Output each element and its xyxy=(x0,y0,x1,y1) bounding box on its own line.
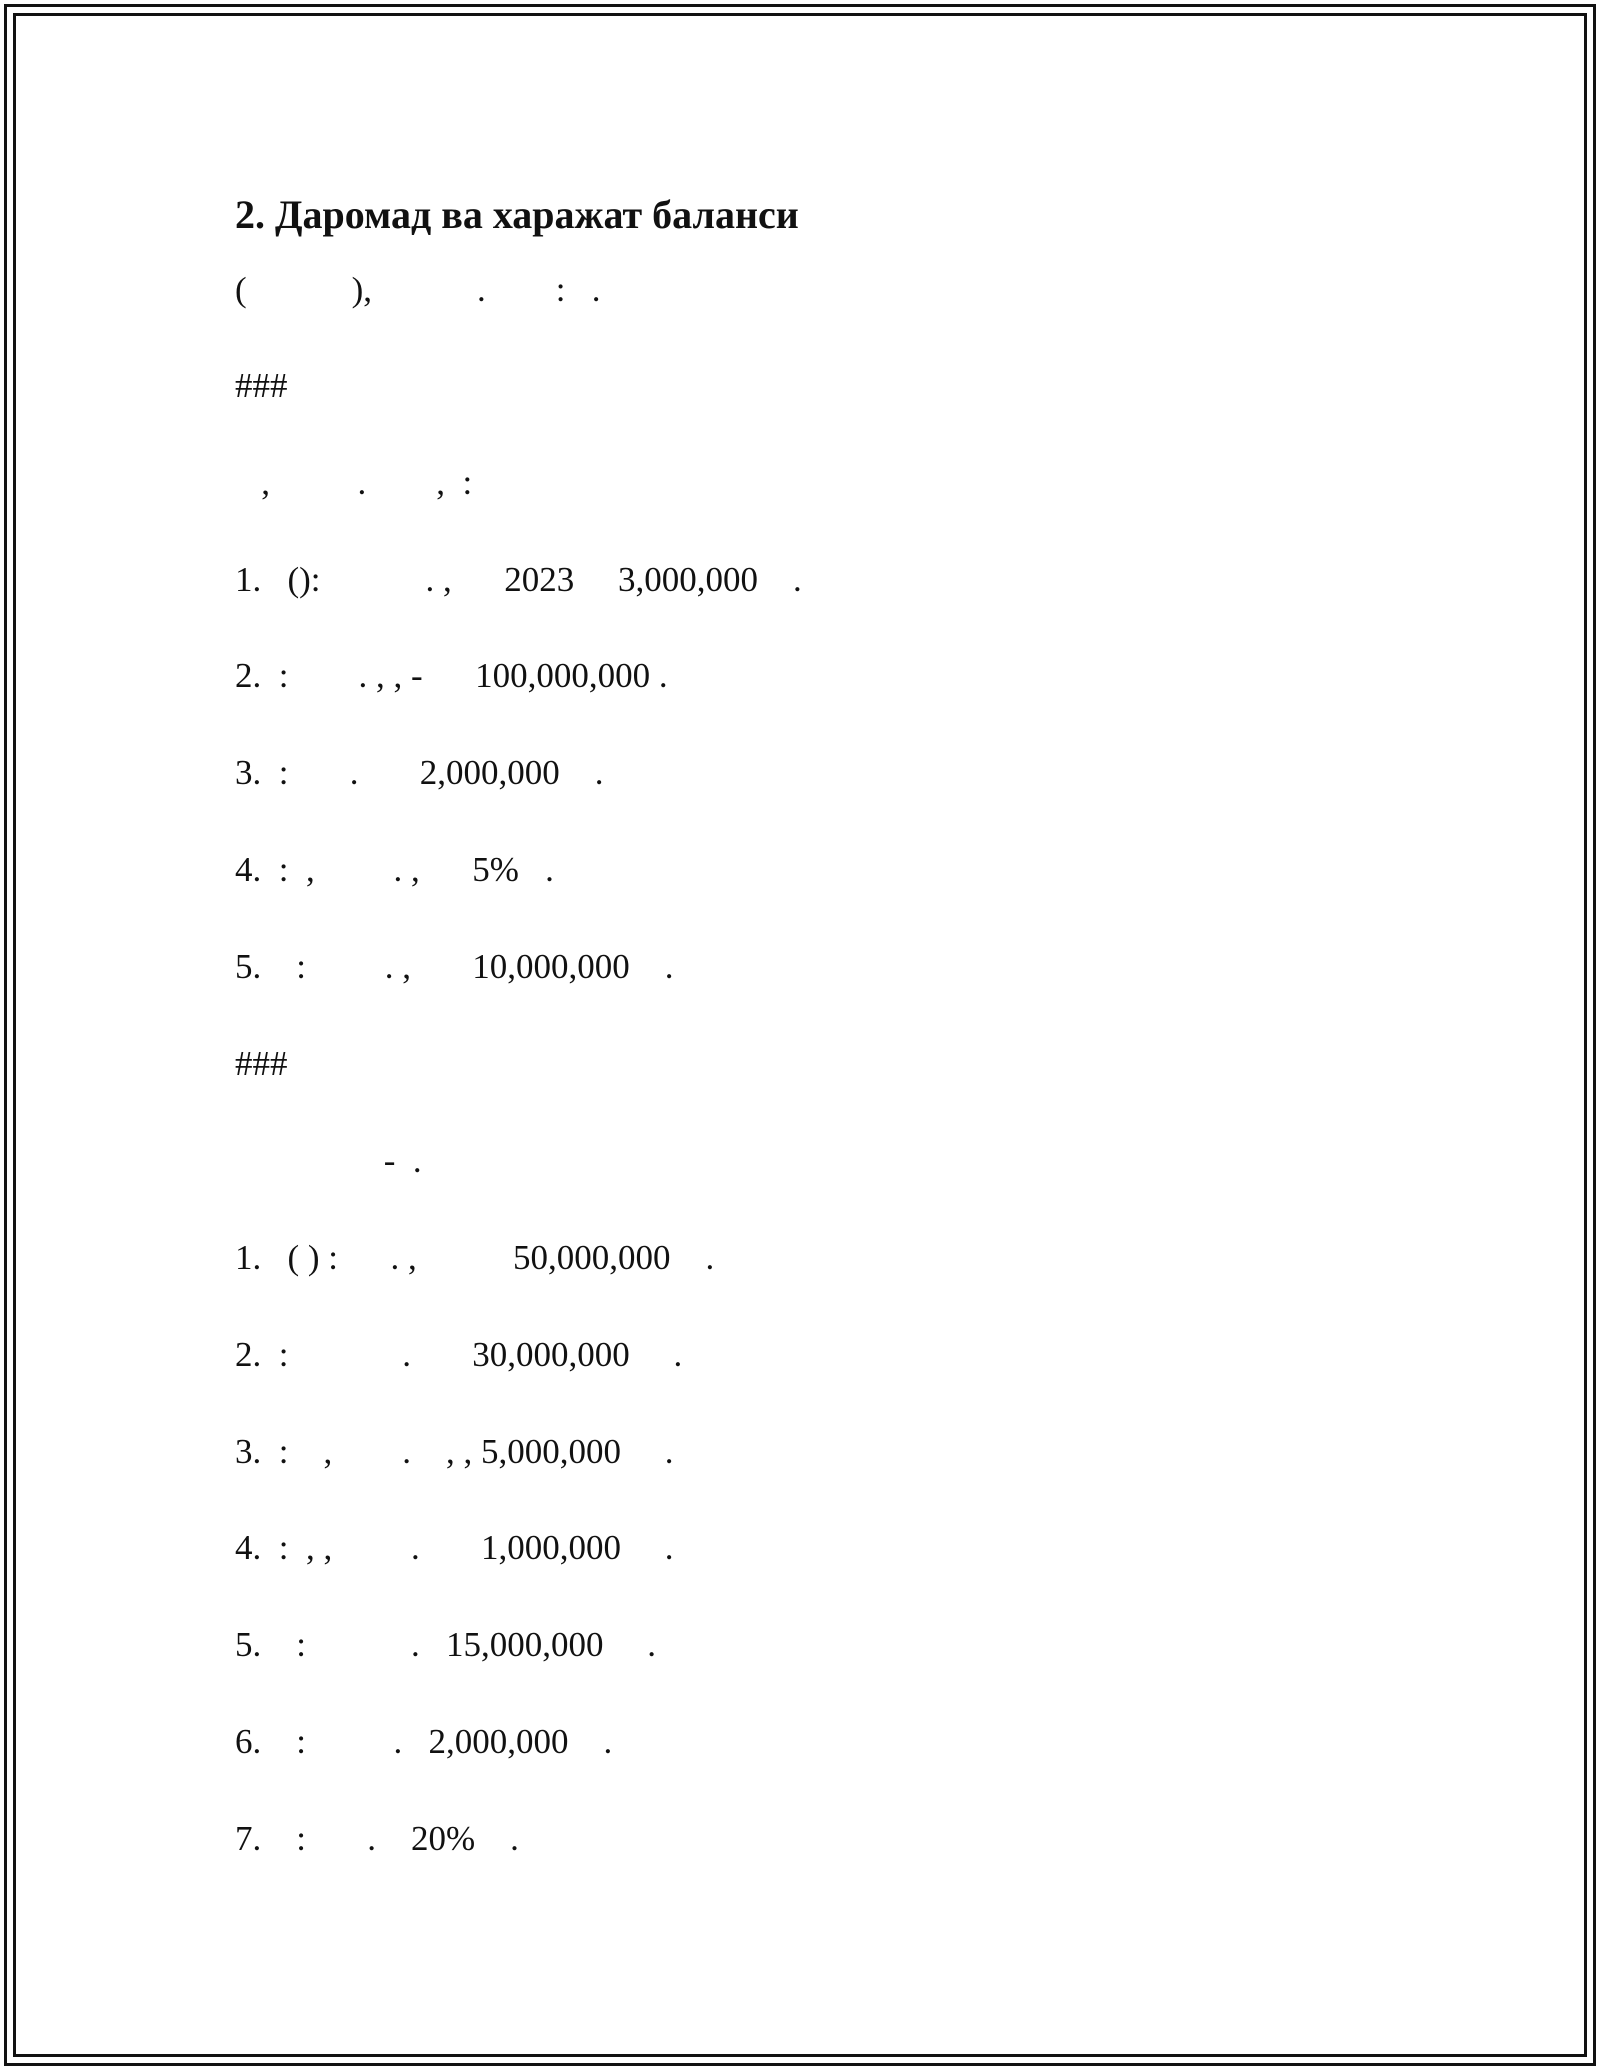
section-1-intro: , . , : xyxy=(235,463,473,502)
section-2-item: 3. : , . , , 5,000,000 . xyxy=(235,1432,674,1471)
section-2-item: 6. : . 2,000,000 . xyxy=(235,1722,613,1761)
section-2-item: 2. : . 30,000,000 . xyxy=(235,1335,683,1374)
section-2-item: 5. : . 15,000,000 . xyxy=(235,1625,656,1664)
section-1-item: 5. : . , 10,000,000 . xyxy=(235,947,674,986)
section-1-item: 3. : . 2,000,000 . xyxy=(235,753,604,792)
document-title: 2. Даромад ва харажат баланси xyxy=(235,192,799,237)
section-2-item: 7. : . 20% . xyxy=(235,1819,519,1858)
section-2-heading: ### xyxy=(235,1044,288,1083)
section-1-item: 1. (): . , 2023 3,000,000 . xyxy=(235,560,802,599)
section-1-item: 2. : . , , - 100,000,000 . xyxy=(235,656,668,695)
intro-paragraph: ( ), . : . xyxy=(235,270,601,309)
section-2-item: 1. ( ) : . , 50,000,000 . xyxy=(235,1238,715,1277)
section-2-item: 4. : , , . 1,000,000 . xyxy=(235,1528,674,1567)
section-2-intro: - . xyxy=(235,1141,422,1180)
section-1-item: 4. : , . , 5% . xyxy=(235,850,554,889)
section-1-heading: ### xyxy=(235,366,288,405)
